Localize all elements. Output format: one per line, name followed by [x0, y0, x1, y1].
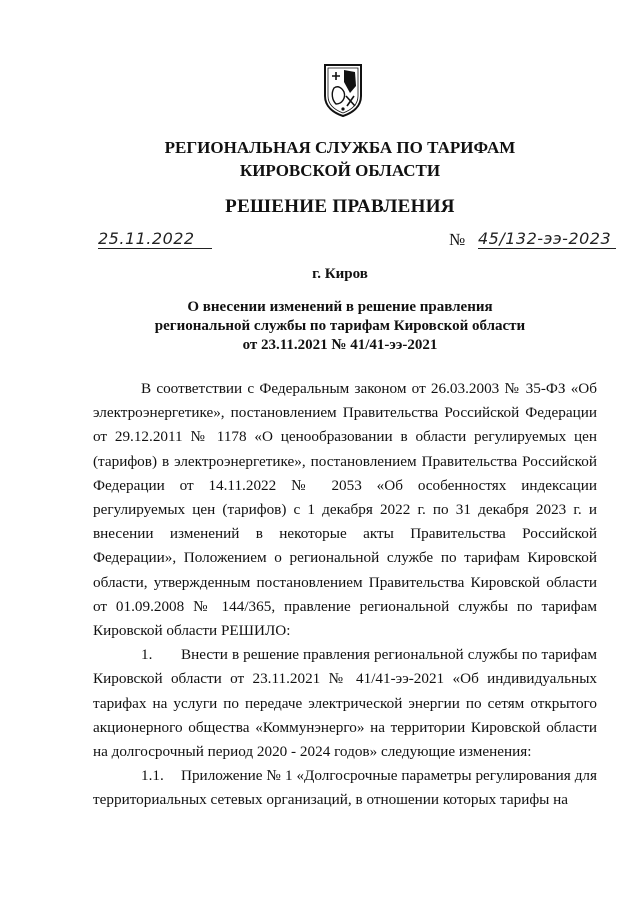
- org-name-line2: КИРОВСКОЙ ОБЛАСТИ: [239, 161, 441, 180]
- item-1-1-paragraph: [93, 764, 597, 812]
- item-1-paragraph: [93, 643, 597, 764]
- city: г. Киров: [312, 266, 368, 282]
- preamble-paragraph: В соответствии с Федеральным законом от 26.03.2003 № 35-ФЗ «Об электроэнергетике», постановлением Правительства Российской Федерации от 29.12.2011 № 1178 «О ценообразовании в области регулируемых цен (тарифов) в электроэнергетике», постановлением Правительства Российской Федерации от 14.11.2022 № 2053 «Об особенностях индексации регулируемых цен (тарифов) с 1 декабря 2022 г. по 31 декабря 2023 г. и внесении изменений в некоторые акты Правительства Российской Федерации», Положением о региональной службе по тарифам Кировской области, утвержденным постановлением Правительства Кировской области от 01.09.2008 № 144/365, правление региональной службы по тарифам Кировской области РЕШИЛО:: [93, 380, 597, 640]
- subject-line1: О внесении изменений в решение правления: [187, 299, 493, 315]
- subject-line3: от 23.11.2021 № 41/41-ээ-2021: [242, 337, 438, 353]
- document-number-label: №: [449, 230, 466, 249]
- subject-line2: региональной службы по тарифам Кировской области: [154, 318, 526, 334]
- item-1-text: Внести в решение правления региональной службы по тарифам Кировской области от 23.11.2021 № 41/41-ээ-2021 «Об индивидуальных тарифах на услуги по передаче электрической энергии по сетям открытого акционерного общества «Коммунэнерго» на территории Кировской области на долгосрочный период 2020 - 2024 годов» следующие изменения:: [93, 646, 597, 761]
- document-body: [93, 377, 597, 813]
- document-type: РЕШЕНИЕ ПРАВЛЕНИЯ: [225, 196, 455, 217]
- item-1-1-number: 1.1.: [141, 767, 164, 785]
- item-1-1-text: Приложение № 1 «Долгосрочные параметры регулирования для территориальных сетевых организаций, в отношении которых тарифы на: [93, 767, 597, 809]
- subject-title: [120, 298, 560, 355]
- coat-of-arms-icon: [322, 62, 364, 118]
- document-date: 25.11.2022: [98, 230, 212, 249]
- item-1-number: 1.: [141, 646, 153, 664]
- org-name-line1: РЕГИОНАЛЬНАЯ СЛУЖБА ПО ТАРИФАМ: [164, 138, 516, 157]
- document-number: 45/132-ээ-2023: [478, 230, 616, 249]
